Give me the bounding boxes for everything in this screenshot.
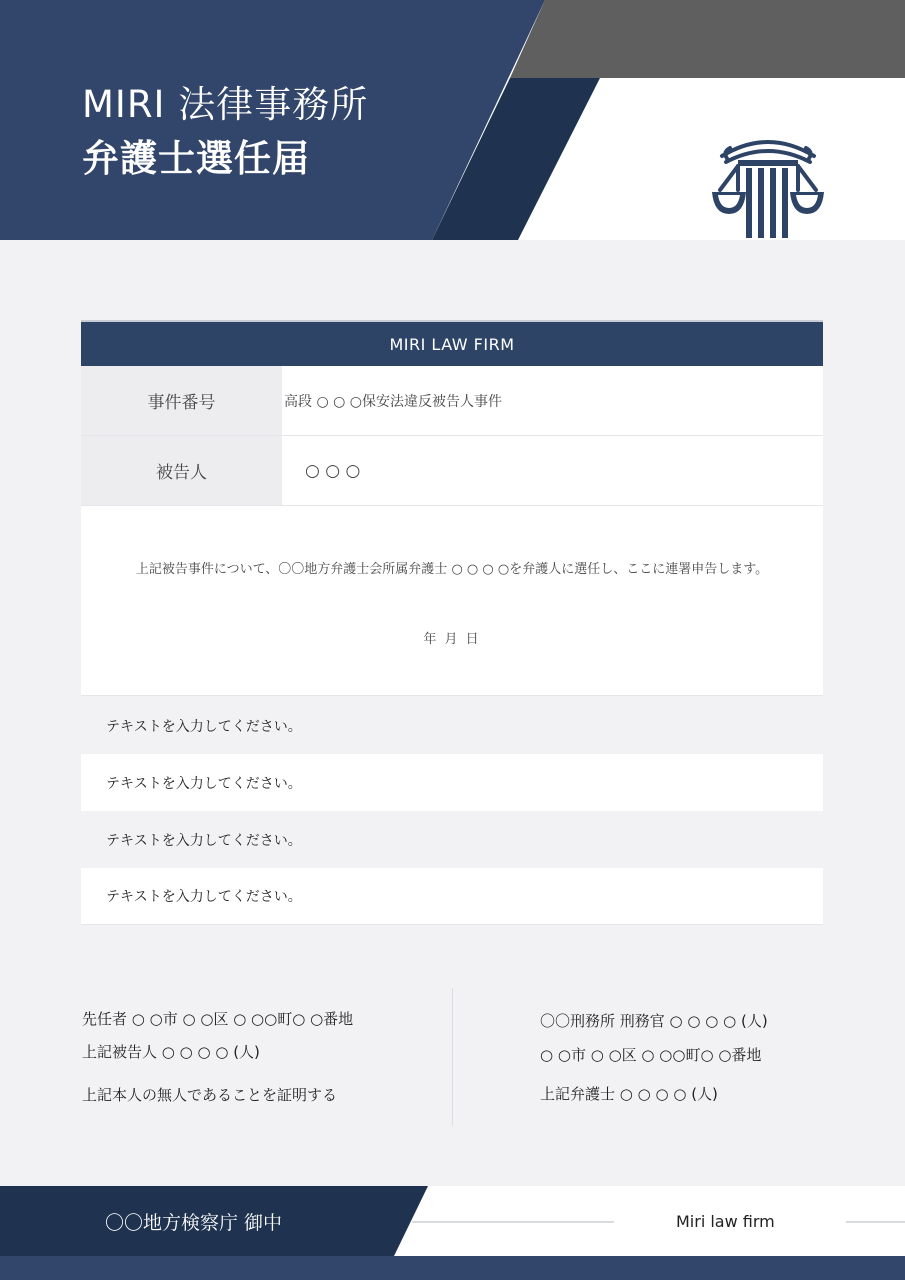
left-signature-line-2: 上記被告人 ○ ○ ○ ○ (人) [82,1043,260,1061]
case-number-value: 高段 ○ ○ ○保安法違反被告人事件 [284,393,502,410]
text-line[interactable]: テキストを入力してください。 [81,811,823,868]
card-heading: MIRI LAW FIRM [81,320,823,366]
addressee-text: 〇〇地方検察庁 御中 [105,1212,283,1234]
text-line[interactable]: テキストを入力してください。 [81,868,823,925]
text-line[interactable]: テキストを入力してください。 [81,697,823,754]
date-text: 年 月 日 [423,632,481,647]
text-line[interactable]: テキストを入力してください。 [81,754,823,811]
defendant-label: 被告人 [81,436,282,505]
document-title: 弁護士選任届 [82,137,310,180]
text-lines [81,697,823,925]
right-signature-line-1: 〇〇刑務所 刑務官 ○ ○ ○ ○ (人) [540,1012,768,1030]
statement-text: 上記被告事件について、〇〇地方弁護士会所属弁護士 ○ ○ ○ ○を弁護人に選任し、ここに連署申告します。 [135,562,769,577]
right-signature-line-2: ○ ○市 ○ ○区 ○ ○○町○ ○番地 [540,1046,762,1064]
left-signature-line-3: 上記本人の無人であることを証明する [82,1086,338,1104]
defendant-value: ○ ○ ○ [305,460,361,481]
statement-block [81,506,823,696]
signature-divider [452,988,453,1126]
firm-title: MIRI 法律事務所 [82,83,369,126]
right-signature-line-3: 上記弁護士 ○ ○ ○ ○ (人) [540,1085,718,1103]
case-number-label: 事件番号 [81,366,282,435]
footer-firm-name: Miri law firm [676,1212,775,1231]
scales-of-justice-pillar-icon [708,132,828,242]
case-number-row [81,366,823,436]
defendant-row [81,436,823,506]
left-signature-line-1: 先任者 ○ ○市 ○ ○区 ○ ○○町○ ○番地 [82,1010,354,1028]
